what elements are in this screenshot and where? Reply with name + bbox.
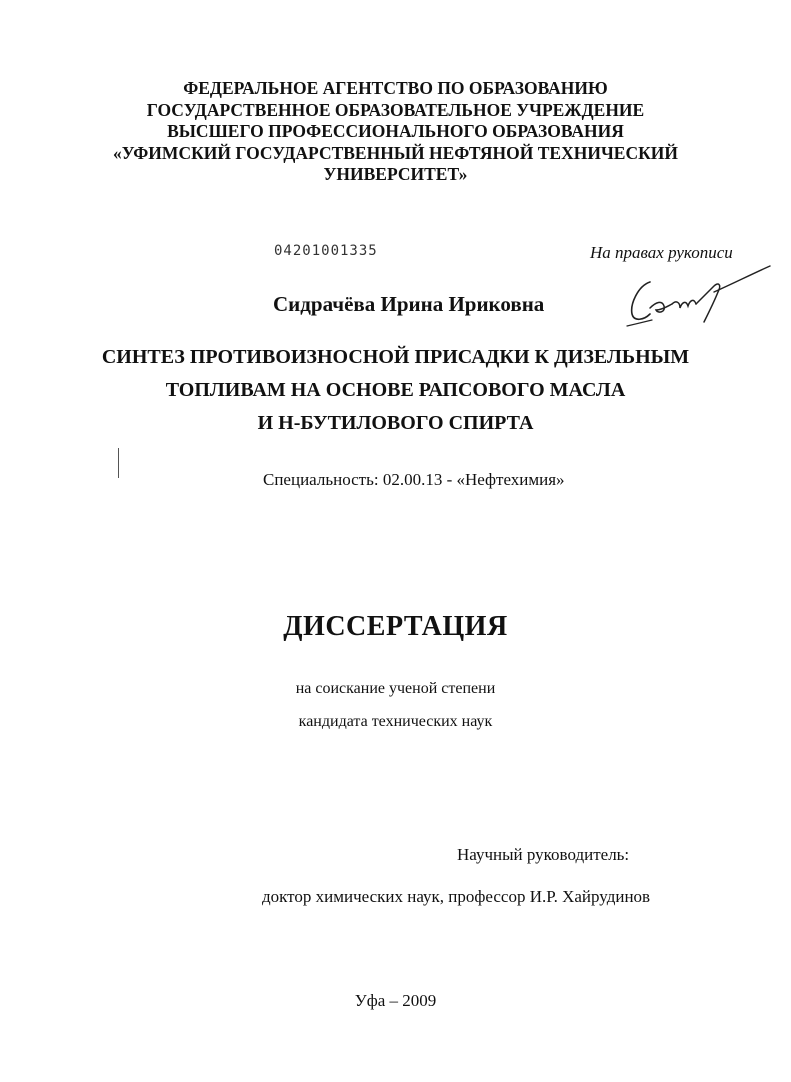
- title-line: И Н-БУТИЛОВОГО СПИРТА: [257, 412, 534, 434]
- degree-line: на соискание ученой степени: [295, 680, 496, 697]
- supervisor-name: доктор химических наук, профессор И.Р. Хайрудинов: [262, 887, 651, 906]
- title-line: ТОПЛИВАМ НА ОСНОВЕ РАПСОВОГО МАСЛА: [165, 379, 626, 401]
- rights-note: На правах рукописи: [590, 243, 733, 262]
- registration-number: 04201001335: [274, 243, 378, 259]
- org-line: ФЕДЕРАЛЬНОЕ АГЕНТСТВО ПО ОБРАЗОВАНИЮ: [183, 78, 608, 98]
- organization-header: [0, 78, 791, 186]
- signature-icon: [622, 262, 772, 332]
- city-year: Уфа – 2009: [354, 991, 437, 1010]
- org-line: ГОСУДАРСТВЕННОЕ ОБРАЗОВАТЕЛЬНОЕ УЧРЕЖДЕНИЕ: [146, 99, 645, 120]
- supervisor-label: Научный руководитель:: [457, 845, 630, 864]
- org-line: ВЫСШЕГО ПРОФЕССИОНАЛЬНОГО ОБРАЗОВАНИЯ: [167, 121, 624, 141]
- author-name: Сидрачёва Ирина Ириковна: [273, 292, 545, 316]
- degree-info: [0, 672, 791, 738]
- title-line: СИНТЕЗ ПРОТИВОИЗНОСНОЙ ПРИСАДКИ К ДИЗЕЛЬНЫМ: [101, 346, 690, 368]
- degree-line: кандидата технических наук: [298, 713, 493, 730]
- margin-mark: [118, 448, 119, 478]
- document-type: ДИССЕРТАЦИЯ: [283, 611, 508, 642]
- dissertation-title: [0, 341, 791, 440]
- org-line: УНИВЕРСИТЕТ»: [323, 164, 468, 184]
- specialty: Специальность: 02.00.13 - «Нефтехимия»: [263, 470, 565, 489]
- org-line: «УФИМСКИЙ ГОСУДАРСТВЕННЫЙ НЕФТЯНОЙ ТЕХНИЧЕСКИЙ: [112, 142, 679, 163]
